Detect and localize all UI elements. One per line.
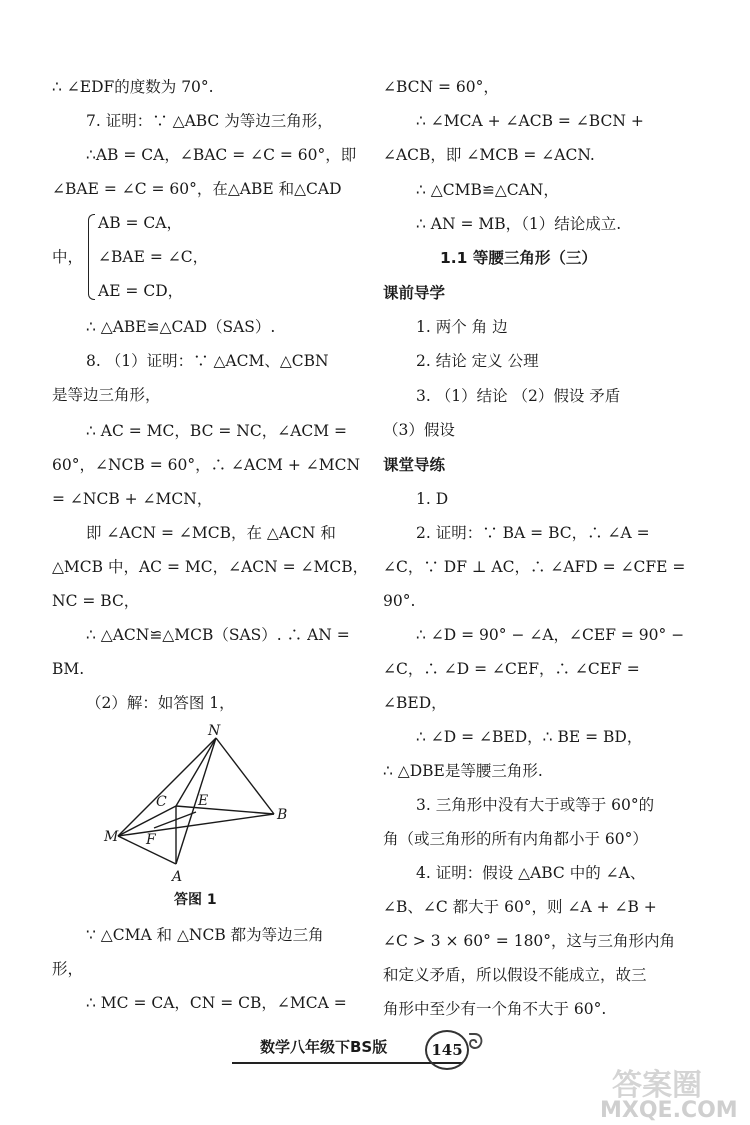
text-line: 7. 证明：∵ △ABC 为等边三角形， [86,112,333,130]
text-line: ∴ AN = MB，（1）结论成立. [416,215,622,233]
brace [88,214,95,300]
label-C: C [156,794,167,810]
text-line: ∠BAE = ∠C = 60°，在△ABE 和△CAD [52,180,342,198]
text-line: 1. D [416,490,449,508]
text-line: ∴ ∠EDF的度数为 70°. [52,78,214,96]
text-line: ∴ △ACN≌△MCB（SAS）. ∴ AN = [86,626,350,644]
text-line: ∴ AC = MC，BC = NC，∠ACM = [86,422,348,440]
text-line: 2. 结论 定义 公理 [416,352,539,370]
label-B: B [277,807,288,823]
text-line: ∴AB = CA，∠BAC = ∠C = 60°，即 [86,146,357,164]
segment-NA [176,738,216,864]
text-line: ∵ △CMA 和 △NCB 都为等边三角 [86,926,324,944]
geometry-figure [96,720,326,890]
text-line: ∴ ∠D = 90° − ∠A，∠CEF = 90° − [416,626,685,644]
text-line: 60°，∠NCB = 60°，∴ ∠ACM + ∠MCN [52,456,361,474]
text-line: △MCB 中，AC = MC，∠ACN = ∠MCB， [52,558,369,576]
text-line: ∠BCN = 60°， [383,78,499,96]
text-line: 角（或三角形的所有内角都小于 60°） [383,830,648,848]
text-line: 90°. [383,592,416,610]
text-line: ∴ △DBE是等腰三角形. [383,762,543,780]
segment-MB [118,814,274,836]
label-A: A [172,869,183,885]
text-line: AB = CA， [98,214,182,232]
footer-rule [232,1062,462,1064]
label-M: M [104,829,119,845]
text-line: 是等边三角形， [52,386,161,404]
text-line: ∴ △ABE≌△CAD（SAS）. [86,318,276,336]
text-line: ∠BED， [383,694,447,712]
text-line: （2）解：如答图 1， [86,694,235,712]
footer-title: 数学八年级下BS版 [260,1038,388,1056]
text-line: 形， [52,960,84,978]
text-line: = ∠NCB + ∠MCN， [52,490,213,508]
text-line: ∴ ∠MCA + ∠ACB = ∠BCN + [416,112,644,130]
text-line: 8. （1）证明：∵ △ACM、△CBN [86,352,329,370]
segment-NB [216,738,274,814]
text-line: ∠C，∴ ∠D = ∠CEF，∴ ∠CEF = [383,660,640,678]
label-N: N [208,723,221,739]
label-E: E [198,793,209,809]
watermark-url: MXQE.COM [600,1098,738,1123]
text-line: NC = BC， [52,592,140,610]
text-line: 3. 三角形中没有大于或等于 60°的 [416,796,655,814]
segment-CB [176,806,274,814]
label-F: F [146,832,156,848]
swirl-ornament-icon: ᘐ [468,1030,484,1055]
text-line: 3. （1）结论 （2）假设 矛盾 [416,387,621,405]
text-line: ∠C，∵ DF ⊥ AC，∴ ∠AFD = ∠CFE = [383,558,686,576]
text-line: 2. 证明：∵ BA = BC，∴ ∠A = [416,524,650,542]
text-line: ∠ACB，即 ∠MCB = ∠ACN. [383,146,595,164]
text-line: AE = CD， [98,282,184,300]
subsection-heading: 课前导学 [383,284,446,302]
text-line: （3）假设 [383,421,455,439]
figure-caption: 答图 1 [174,892,217,908]
text-line: 1. 两个 角 边 [416,318,508,336]
text-line: ∴ ∠D = ∠BED，∴ BE = BD， [416,728,643,746]
text-line: 角形中至少有一个角不大于 60°. [383,1000,607,1018]
text-line: ∴ MC = CA，CN = CB，∠MCA = [86,994,347,1012]
watermark-logo: 答案圈 [612,1068,702,1103]
text-line: ∠B、∠C 都大于 60°，则 ∠A + ∠B + [383,898,657,916]
text-line: 即 ∠ACN = ∠MCB，在 △ACN 和 [86,524,336,542]
segment-NM [118,738,216,836]
text-line: ∠C > 3 × 60° = 180°，这与三角形内角 [383,932,676,950]
text-line: BM. [52,660,85,678]
text-line: 和定义矛盾，所以假设不能成立，故三 [383,966,647,984]
text-line: ∴ △CMB≌△CAN， [416,181,559,199]
text-line: ∠BAE = ∠C， [98,248,209,266]
subsection-heading: 课堂导练 [383,456,446,474]
text-line: 4. 证明：假设 △ABC 中的 ∠A、 [416,864,646,882]
text-line: 中， [52,248,84,266]
page-number: 145 [425,1030,469,1070]
section-heading: 1.1 等腰三角形（三） [440,249,597,267]
